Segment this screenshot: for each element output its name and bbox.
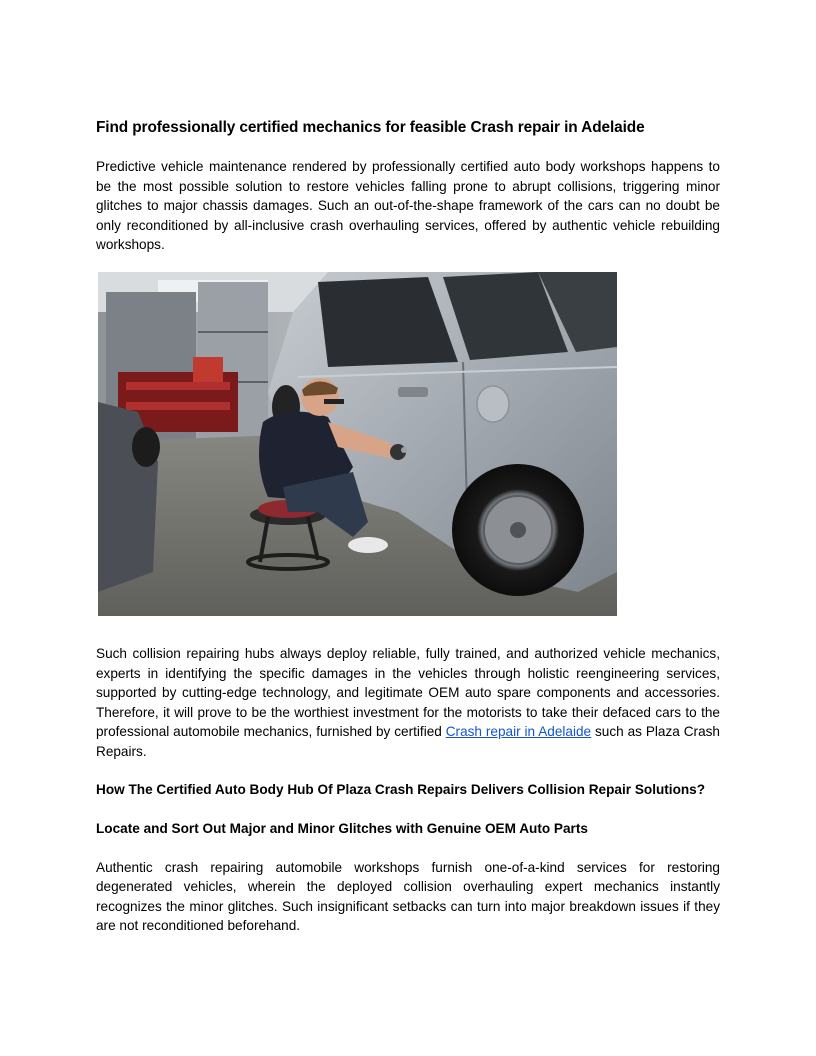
intro-paragraph: Predictive vehicle maintenance rendered by professionally certified auto body workshops happens to be the most possible solution to restore vehicles falling prone to abrupt collisions, triggering minor glitches to major chassis damages. Such an out-of-the-shape framework of the cars can no doubt be only reconditioned by all-inclusive crash overhauling services, offered by authentic vehicle rebuilding workshops. — [96, 159, 720, 253]
section-heading-locate: Locate and Sort Out Major and Minor Glitches with Genuine OEM Auto Parts — [96, 820, 588, 836]
document-page — [96, 118, 720, 936]
collision-hubs-paragraph — [96, 644, 720, 762]
crash-repair-adelaide-link[interactable]: Crash repair in Adelaide — [445, 724, 592, 740]
mechanic-repair-photo — [98, 272, 617, 616]
authentic-workshops-paragraph: Authentic crash repairing automobile workshops furnish one-of-a-kind services for restoring degenerated vehicles, wherein the deployed collision overhauling expert mechanics instantly recognizes the minor glitches. Such insignificant setbacks can turn into major breakdown issues if they are not reconditioned beforehand. — [96, 859, 720, 934]
paragraph2-text-before-link: Such collision repairing hubs always deploy reliable, fully trained, and authorized vehicle mechanics, experts in identifying the specific damages in the vehicles through holistic reengineering services, supported by cutting-edge technology, and legitimate OEM auto spare components and accessories. Therefore, it will prove to be the worthiest investment for the motorists to take their defaced cars to the professional automobile mechanics, furnished by certified — [96, 645, 720, 740]
section-heading-delivers: How The Certified Auto Body Hub Of Plaza Crash Repairs Delivers Collision Repair Solutions? — [96, 781, 706, 797]
document-title: Find professionally certified mechanics for feasible Crash repair in Adelaide — [96, 119, 645, 136]
paragraph2-text-after-link: such as Plaza Crash Repairs. — [96, 724, 720, 759]
